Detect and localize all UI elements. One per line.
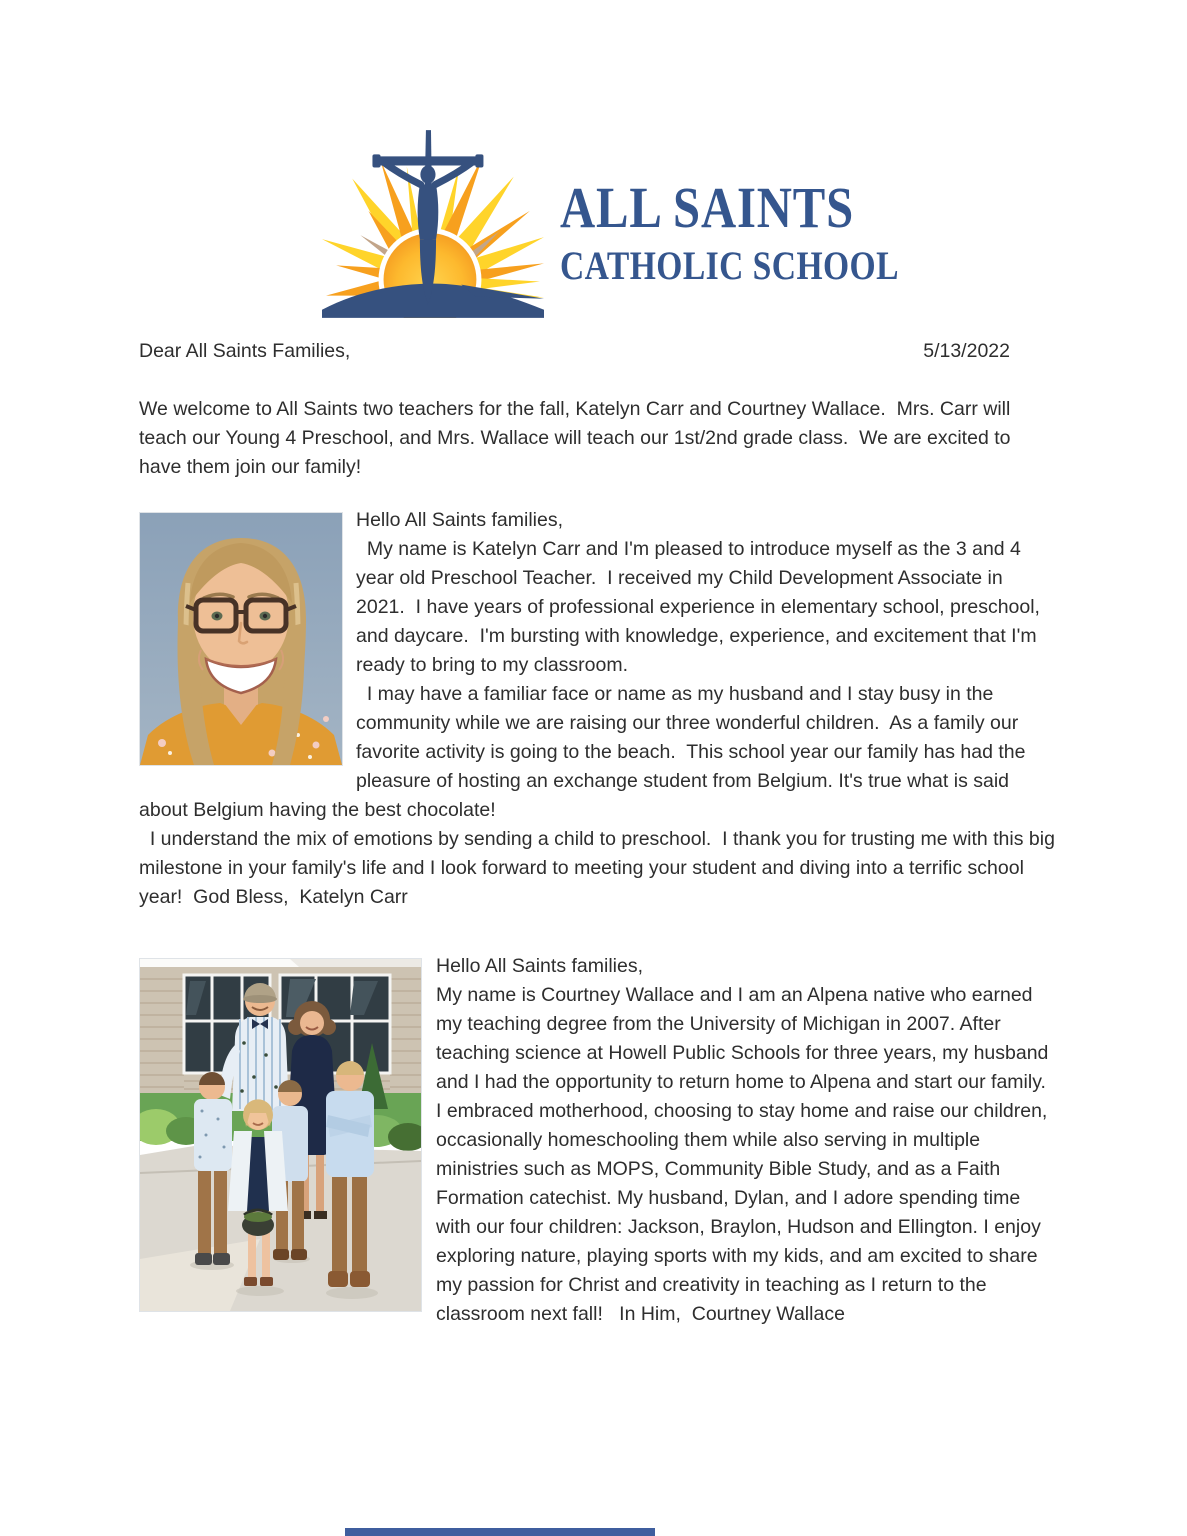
katelyn-carr-headshot	[139, 512, 343, 766]
bio-paragraph: My name is Katelyn Carr and I'm pleased to introduce myself as the 3 and 4 year old Preschool Teacher. I received my Child Development Associate in 2021. I have years of professional experience in elementary school, preschool, and daycare. I'm bursting with knowledge, experience, and excitement that I'm ready to bring to my classroom.	[356, 538, 1046, 676]
greeting-line: Hello All Saints families,	[436, 955, 643, 977]
bio-paragraph: My name is Courtney Wallace and I am an Alpena native who earned my teaching degree from the University of Michigan in 2007. After teaching science at Howell Public Schools for three years, my husband and I had the opportunity to return home to Alpena and start our family. I embraced motherhood, choosing to stay home and raise our children, occasionally homeschooling them while also serving in multiple ministries such as MOPS, Community Bible Study, and as a Faith Formation catechist. My husband, Dylan, and I adore spending time with our four children: Jackson, Braylon, Hudson and Ellington. I enjoy exploring nature, playing sports with my kids, and am excited to share my passion for Christ and creativity in teaching as I return to the classroom next fall! In Him, Courtney Wallace	[436, 984, 1054, 1325]
teacher-section-katelyn-carr	[139, 506, 1061, 912]
intro-paragraph: We welcome to All Saints two teachers for the fall, Katelyn Carr and Courtney Wallace. Mrs. Carr will teach our Young 4 Preschool, and Mrs. Wallace will teach our 1st/2nd grade class. We are excited to have them join our family!	[139, 398, 1016, 478]
greeting-line: Hello All Saints families,	[356, 509, 563, 531]
crucifix-sunburst-icon	[322, 126, 544, 318]
teacher-section-courtney-wallace	[139, 948, 1055, 1329]
school-logo	[322, 126, 964, 318]
salutation-row	[139, 337, 1010, 366]
school-subtitle: CATHOLIC SCHOOL	[560, 243, 899, 288]
wallace-family-photo	[139, 958, 422, 1312]
next-page-top-edge	[345, 1528, 655, 1536]
bio-paragraph: I understand the mix of emotions by sending a child to preschool. I thank you for trusting me with this big milestone in your family's life and I look forward to meeting your student and diving into a terrific school year! God Bless, Katelyn Carr	[139, 828, 1061, 908]
school-name: ALL SAINTS	[560, 175, 855, 240]
letter-date: 5/13/2022	[923, 340, 1010, 362]
bio-paragraph: I may have a familiar face or name as my husband and I stay busy in the community while we are raising our three wonderful children. As a family our favorite activity is going to the beach. This school year our family has had the pleasure of hosting an exchange student from Belgium. It's true what is said about Belgium having the best chocolate!	[139, 683, 1031, 821]
salutation: Dear All Saints Families,	[139, 340, 351, 362]
